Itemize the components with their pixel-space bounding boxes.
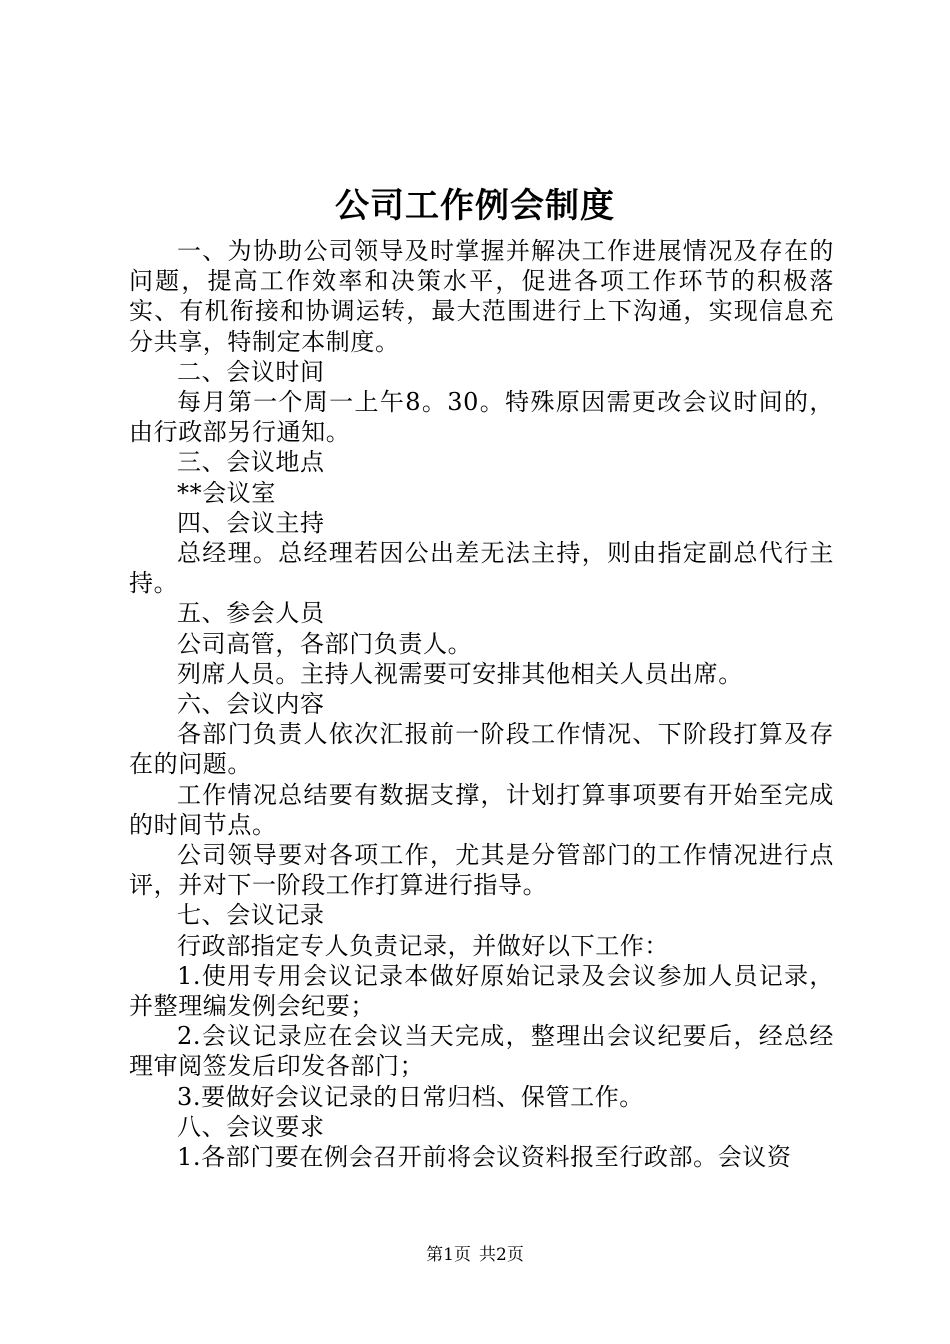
document-title: 公司工作例会制度	[335, 186, 615, 226]
paragraph-meeting-place: **会议室	[177, 478, 276, 507]
paragraph-content-summary: 工作情况总结要有数据支撑，计划打算事项要有开始至完成的时间节点。	[129, 780, 834, 839]
list-item-minutes-3: 3.要做好会议记录的日常归档、保管工作。	[177, 1082, 644, 1111]
page-total: 共2页	[479, 1245, 524, 1265]
section-heading-meeting-minutes: 七、会议记录	[177, 901, 325, 930]
section-heading-attendees: 五、参会人员	[177, 599, 325, 628]
list-item-requirements-1: 1.各部门要在例会召开前将会议资料报至行政部。会议资	[177, 1143, 792, 1172]
section-heading-meeting-content: 六、会议内容	[177, 690, 325, 719]
paragraph-attendees: 公司高管，各部门负责人。	[177, 629, 473, 658]
paragraph-meeting-host: 总经理。总经理若因公出差无法主持，则由指定副总代行主持。	[129, 539, 834, 598]
paragraph-meeting-time: 每月第一个周一上午8。30。特殊原因需更改会议时间的，由行政部另行通知。	[129, 388, 834, 447]
section-heading-meeting-host: 四、会议主持	[177, 508, 325, 537]
page-number: 第1页	[426, 1245, 471, 1265]
section-heading-meeting-requirements: 八、会议要求	[177, 1112, 325, 1141]
document-body	[129, 236, 834, 1172]
paragraph-content-review: 公司领导要对各项工作，尤其是分管部门的工作情况进行点评，并对下一阶段工作打算进行指导。	[129, 841, 834, 900]
paragraph-purpose: 一、为协助公司领导及时掌握并解决工作进展情况及存在的问题，提高工作效率和决策水平，促进各项工作环节的积极落实、有机衔接和协调运转，最大范围进行上下沟通，实现信息充分共享，特制定本制度。	[129, 237, 834, 356]
section-heading-meeting-time: 二、会议时间	[177, 357, 325, 386]
paragraph-minutes-intro: 行政部指定专人负责记录，并做好以下工作：	[177, 931, 669, 960]
page-footer	[0, 1244, 950, 1266]
paragraph-content-reports: 各部门负责人依次汇报前一阶段工作情况、下阶段打算及存在的问题。	[129, 720, 834, 779]
section-heading-meeting-place: 三、会议地点	[177, 448, 325, 477]
list-item-minutes-1: 1.使用专用会议记录本做好原始记录及会议参加人员记录，并整理编发例会纪要；	[129, 961, 834, 1021]
list-item-minutes-2: 2.会议记录应在会议当天完成，整理出会议纪要后，经总经理审阅签发后印发各部门；	[129, 1022, 834, 1081]
paragraph-observers: 列席人员。主持人视需要可安排其他相关人员出席。	[177, 659, 743, 688]
